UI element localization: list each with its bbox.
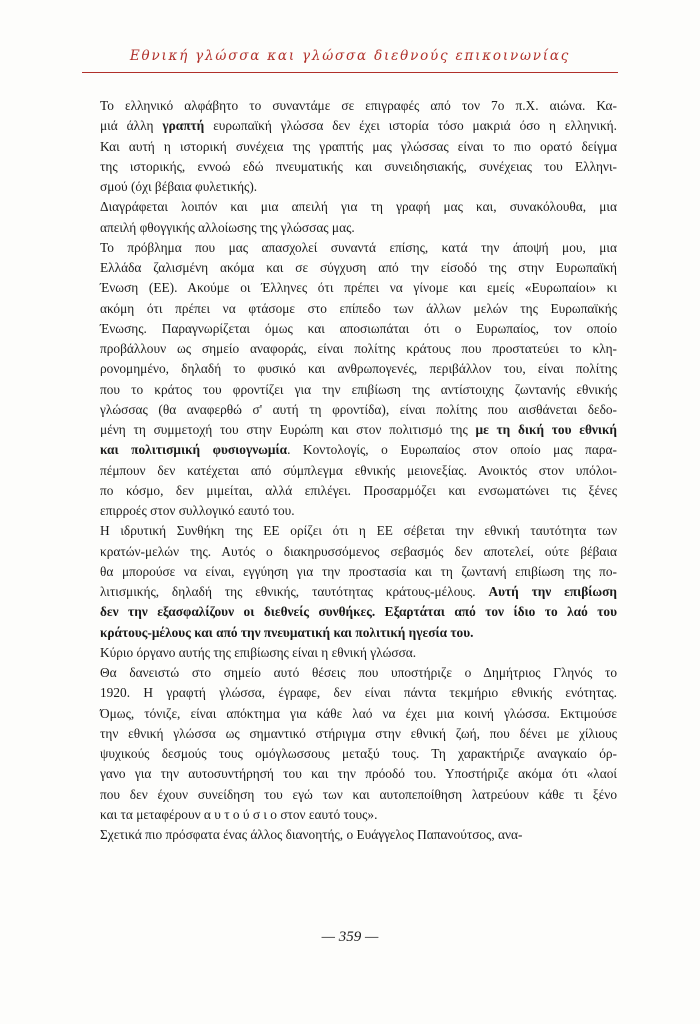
- text-line: [84, 542, 617, 562]
- text-line: [84, 238, 617, 258]
- text: Διαγράφεται λοιπόν και μια απειλή για τη γραφή μας και, συνακόλουθα, μια: [100, 199, 617, 215]
- text: ευρωπαϊκή γλώσσα δεν έχει ιστορία τόσο μακριά όσο η ελληνική.: [204, 118, 617, 134]
- text: γανο για την αυτοσυντήρησή του και την πρόοδό του. Υποστήριζε ακόμα ότι «λαοί: [100, 766, 617, 782]
- text: την εθνική γλώσσα ως σημαντικό στήριγμα στην εθνική ζωή, που δένει με χίλιους: [100, 725, 617, 741]
- text: Σχετικά πιο πρόσφατα ένας άλλος διανοητής, ο Ευάγγελος Παπανούτσος, ανα-: [100, 827, 523, 842]
- text: Κύριο όργανο αυτής της επιβίωσης είναι η εθνική γλώσσα.: [100, 644, 417, 660]
- text-line: [84, 380, 617, 400]
- text: γλώσσας (θα αναφερθώ σ' αυτή τη φροντίδα), είναι πολίτης που αισθάνεται δεδο-: [100, 401, 617, 417]
- bold-text: και πολιτισμική φυσιογνωμία: [100, 442, 288, 458]
- paragraph: [84, 643, 617, 663]
- text-line: [84, 663, 617, 683]
- text: επιρροές στον συλλογικό εαυτό του.: [100, 503, 295, 518]
- text-line: [84, 481, 617, 501]
- paragraph: [84, 521, 617, 643]
- text: ψυχικούς δεσμούς τους ομόγλωσσους μεταξύ τους. Τη χαρακτήριζε αναγκαίο όρ-: [100, 746, 617, 761]
- text-line: [84, 704, 617, 724]
- text: Το ελληνικό αλφάβητο το συναντάμε σε επιγραφές από τον 7ο π.Χ. αιώνα. Κα-: [100, 98, 617, 113]
- text-line: [84, 96, 617, 116]
- text: Η ιδρυτική Συνθήκη της ΕΕ ορίζει ότι η ΕΕ σέβεται την εθνική ταυτότητα των: [100, 523, 617, 539]
- bold-text: Αυτή την επιβίωση: [488, 584, 617, 599]
- text: κρατών-μελών της. Αυτός ο διακηρυσσόμενος σεβασμός δεν αποτελεί, ούτε βέβαια: [100, 543, 617, 559]
- text: και τα μεταφέρουν α υ τ ο ύ σ ι ο στον εαυτό τους».: [100, 806, 378, 822]
- text-line: [84, 521, 617, 541]
- text-line: [84, 562, 617, 582]
- bold-text: με τη δική του εθνική: [475, 422, 617, 437]
- text-line: [84, 420, 617, 440]
- text-line: [84, 137, 617, 157]
- text-line: [84, 501, 617, 521]
- text-line: [84, 319, 617, 339]
- text: 1920. Η γραφτή γλώσσα, έγραφε, δεν είναι πάντα τεκμήριο εθνικής ενότητας.: [100, 685, 617, 701]
- paragraph: [84, 96, 617, 197]
- text-line: [84, 825, 617, 845]
- text: θα μπορούσε να είναι, εγγύηση για την προστασία και τη ζωντανή επιβίωση της πο-: [100, 563, 617, 579]
- text: Ένωση (ΕΕ). Ακούμε οι Έλληνες ότι πρέπει να γίνομε και εμείς «Ευρωπαίοι» κι: [100, 280, 617, 296]
- text-line: [84, 339, 617, 359]
- body-text: [84, 96, 617, 845]
- text: μιά άλλη: [100, 118, 163, 134]
- text: Το πρόβλημα που μας απασχολεί συναντά επίσης, κατά την άποψή μου, μια: [100, 239, 617, 255]
- text: ακόμη ότι πρέπει να φτάσομε στο επίπεδο των άλλων μελών της Ευρωπαϊκής: [100, 300, 617, 316]
- text: πέμπουν δεν κατέχεται από σύμπλεγμα εθνικής μειονεξίας. Ανοικτός στον υπόλοι-: [100, 462, 617, 478]
- paragraph: [84, 197, 617, 238]
- text: που το κράτος του φροντίζει για την επιβίωση της αντίστοιχης ζωντανής εθνικής: [100, 381, 617, 397]
- bold-text: δεν την εξασφαλίζουν οι διεθνείς συνθήκες. Εξαρτάται από τον ίδιο το λαό του: [100, 604, 617, 620]
- text-line: [84, 440, 617, 460]
- text-line: [84, 116, 617, 136]
- text: Όμως, τόνιζε, είναι απόκτημα για κάθε λαό να έχει μια κοινή γλώσσα. Εκτιμούσε: [100, 705, 617, 721]
- bold-text: γραπτή: [162, 118, 205, 134]
- paragraph: [84, 825, 617, 845]
- text-line: [84, 461, 617, 481]
- text-line: [84, 785, 617, 805]
- page-number: — 359 —: [321, 929, 379, 945]
- text-line: [84, 643, 617, 663]
- text-line: [84, 744, 617, 764]
- running-header: Εθνική γλώσσα και γλώσσα διεθνούς επικοινωνίας: [129, 48, 571, 64]
- bold-text: κράτους-μέλους και από την πνευματική και πολιτική ηγεσία του.: [100, 624, 474, 640]
- text-line: [84, 683, 617, 703]
- text: προβάλλουν ως σημείο αναφοράς, είναι πολίτης κράτους που προστατεύει το κλη-: [100, 341, 617, 356]
- text-line: [84, 177, 617, 197]
- text: ρονομημένο, δηλαδή το φυσικό και ανθρωπογενές, περιβάλλον του, είναι πολίτης: [100, 361, 617, 377]
- text: σμού (όχι βέβαια φυλετικής).: [100, 179, 258, 194]
- text: Ελλάδα ζαλισμένη ακόμα και σε σύγχυση από την είσοδό της στην Ευρωπαϊκή: [100, 260, 617, 275]
- text-line: [84, 582, 617, 602]
- paragraph: [84, 238, 617, 522]
- header-rule: [82, 72, 618, 73]
- text: μένη τη συμμετοχή του στην Ευρώπη και στον πολιτισμό της: [100, 422, 476, 437]
- text-line: [84, 623, 617, 643]
- text: της ιστορικής, εννοώ εδώ πνευματικής και συνειδησιακής, συνέχειας του Ελληνι-: [100, 158, 617, 174]
- text-line: [84, 299, 617, 319]
- text: απειλή φθογγικής αλλοίωσης της γλώσσας μας.: [100, 219, 355, 235]
- text: . Κοντολογίς, ο Ευρωπαίος στον οποίο μας παρα-: [287, 442, 617, 458]
- text-line: [84, 278, 617, 298]
- paragraph: [84, 663, 617, 825]
- text-line: [84, 258, 617, 278]
- text-line: [84, 400, 617, 420]
- text: πο κόσμο, δεν μιμείται, αλλά επιλέγει. Προσαρμόζει και ενσωματώνει τις ξένες: [100, 482, 617, 498]
- text: Και αυτή η ιστορική συνέχεια της γραπτής μας γλώσσας είναι το πιο ορατό δείγμα: [100, 138, 617, 154]
- text-line: [84, 218, 617, 238]
- text-line: [84, 157, 617, 177]
- text-line: [84, 359, 617, 379]
- text-line: [84, 764, 617, 784]
- text: λιτισμικής, δηλαδή της εθνικής, ταυτότητας κράτους-μέλους.: [100, 584, 489, 599]
- text-line: [84, 197, 617, 217]
- text: Θα δανειστώ στο σημείο αυτό θέσεις που υποστήριζε ο Δημήτριος Γληνός το: [100, 665, 617, 680]
- text-line: [84, 602, 617, 622]
- text: Ένωσης. Παραγνωρίζεται όμως και αποσιωπάται ότι ο Ευρωπαίος, τον οποίο: [100, 320, 617, 336]
- text: που δεν έχουν συνείδηση του εγώ των και αυτοπεποίθηση λατρεύουν κάθε τι ξένο: [100, 786, 617, 802]
- text-line: [84, 805, 617, 825]
- text-line: [84, 724, 617, 744]
